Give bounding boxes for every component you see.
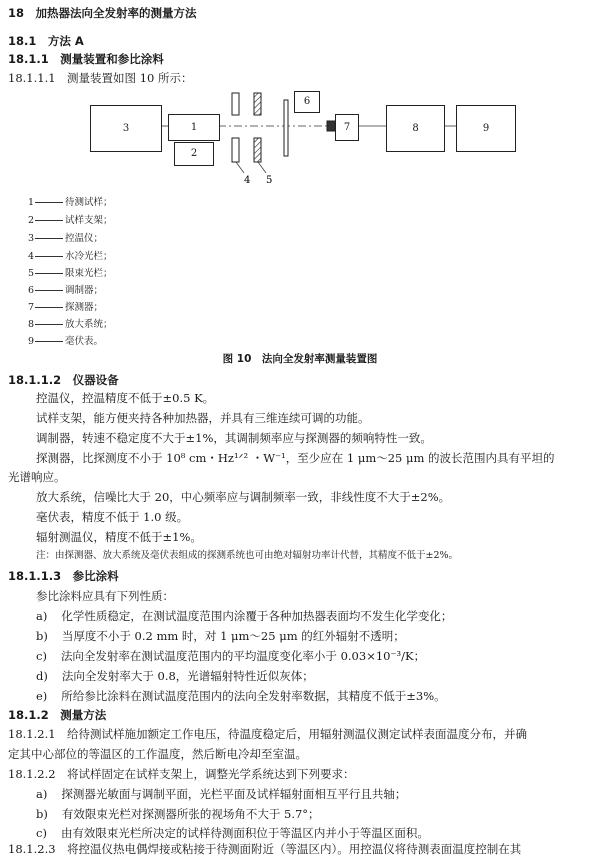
heading-instruments: 18.1.1.2 仪器设备 xyxy=(8,373,119,387)
box-9-millivoltmeter xyxy=(456,105,516,152)
figure-caption: 图 10 法向全发射率测量装置图 xyxy=(222,353,378,365)
legend-item: 2 试样支架； xyxy=(28,215,113,226)
legend-item: 6 调制器； xyxy=(28,285,104,296)
heading-method-a: 18.1 方法 A xyxy=(8,34,84,48)
label-5: 5 xyxy=(266,175,273,186)
list-item: c) 法向全发射率在测试温度范围内的平均温度变化率小于 0.03×10⁻³/K； xyxy=(36,649,426,663)
label-9: 9 xyxy=(482,123,490,134)
list-item: d) 法向全发射率大于 0.8，光谱辐射特性近似灰体； xyxy=(36,669,314,683)
legend-item: 5 限束光栏； xyxy=(28,268,113,279)
label-3: 3 xyxy=(122,123,130,134)
legend-item: 4 水冷光栏； xyxy=(28,251,113,262)
note: 注：由探测器、放大系统及毫伏表组成的探测系统也可由绝对辐射功率计代替，其精度不低于±2%。 xyxy=(36,550,459,561)
paragraph-181121: 18.1.2.1 给待测试样施加额定工作电压，待温度稳定后，用辐射测温仪测定试样表面温度分布，并确 xyxy=(8,727,528,741)
list-item: e) 所给参比涂料在测试温度范围内的法向全发射率数据，其精度不低于±3%。 xyxy=(36,689,446,703)
instrument-line: 毫伏表，精度不低于 1.0 级。 xyxy=(36,510,189,524)
chopper-plate xyxy=(284,100,288,156)
legend-item: 9 毫伏表。 xyxy=(28,336,104,347)
section-title: 18 加热器法向全发射率的测量方法 xyxy=(8,6,197,20)
label-4: 4 xyxy=(244,175,251,186)
paragraph-181123: 18.1.2.3 将控温仪热电偶焊接或粘接于待测面附近（等温区内）。用控温仪将待测表面温度控制在其 xyxy=(8,842,522,856)
legend-item: 8 放大系统； xyxy=(28,319,113,330)
box-6-chopper xyxy=(294,91,320,113)
water-cooled-diaphragm-top xyxy=(232,93,239,115)
list-item: a) 探测器光敏面与调制平面，光栏平面及试样辐射面相互平行且共轴； xyxy=(36,787,407,801)
limiting-diaphragm-top xyxy=(254,93,261,115)
instrument-line: 光谱响应。 xyxy=(8,470,66,484)
box-3-temperature-controller xyxy=(90,105,162,152)
heading-apparatus: 18.1.1 测量装置和参比涂料 xyxy=(8,52,164,66)
paragraph-181121-cont: 定其中心部位的等温区的工作温度，然后断电冷却至室温。 xyxy=(8,747,307,761)
instrument-line: 控温仪，控温精度不低于±0.5 K。 xyxy=(36,391,215,405)
label-1: 1 xyxy=(190,122,198,133)
heading-measurement-method: 18.1.2 测量方法 xyxy=(8,708,107,722)
paragraph-181122: 18.1.2.2 将试样固定在试样支架上，调整光学系统达到下列要求： xyxy=(8,767,355,781)
list-item: b) 当厚度不小于 0.2 mm 时，对 1 μm～25 μm 的红外辐射不透明； xyxy=(36,629,405,643)
water-cooled-diaphragm-bottom xyxy=(232,138,239,162)
list-item: b) 有效限束光栏对探测器所张的视场角不大于 5.7°； xyxy=(36,807,320,821)
instrument-line: 探测器，比探测度不小于 10⁸ cm・Hz¹ᐟ² ・W⁻¹，至少应在 1 μm～25 μm 的波长范围内具有平坦的 xyxy=(36,451,555,465)
list-item: c) 由有效限束光栏所决定的试样待测面积位于等温区内并小于等温区面积。 xyxy=(36,826,429,840)
box-2-specimen-holder xyxy=(174,142,214,166)
detector-window xyxy=(327,121,335,131)
list-item: a) 化学性质稳定，在测试温度范围内涂覆于各种加热器表面均不发生化学变化； xyxy=(36,609,453,623)
instrument-line: 放大系统，信噪比大于 20，中心频率应与调制频率一致，非线性度不大于±2%。 xyxy=(36,490,451,504)
box-1-specimen xyxy=(168,114,220,141)
instrument-line: 调制器，转速不稳定度不大于±1%，其调制频率应与探测器的频响特性一致。 xyxy=(36,431,432,445)
label-2: 2 xyxy=(190,148,198,159)
label-7: 7 xyxy=(343,122,351,133)
heading-reference-coating: 18.1.1.3 参比涂料 xyxy=(8,569,119,583)
label-8: 8 xyxy=(412,123,419,134)
limiting-diaphragm-bottom xyxy=(254,138,261,162)
instrument-line: 试样支架，能方便夹持各种加热器，并具有三维连续可调的功能。 xyxy=(36,411,370,425)
legend-item: 3 控温仪； xyxy=(28,233,104,244)
legend-item: 7 探测器； xyxy=(28,302,104,313)
figure-10 xyxy=(0,85,600,195)
heading-apparatus-figure-ref: 18.1.1.1 测量装置如图 10 所示： xyxy=(8,71,193,85)
legend-item: 1 待测试样； xyxy=(28,197,113,208)
label-6: 6 xyxy=(303,96,311,107)
instrument-line: 辐射测温仪，精度不低于±1%。 xyxy=(36,530,202,544)
coating-intro: 参比涂料应具有下列性质： xyxy=(36,589,174,603)
box-7-detector xyxy=(335,114,359,141)
box-8-amplifier xyxy=(386,105,445,152)
